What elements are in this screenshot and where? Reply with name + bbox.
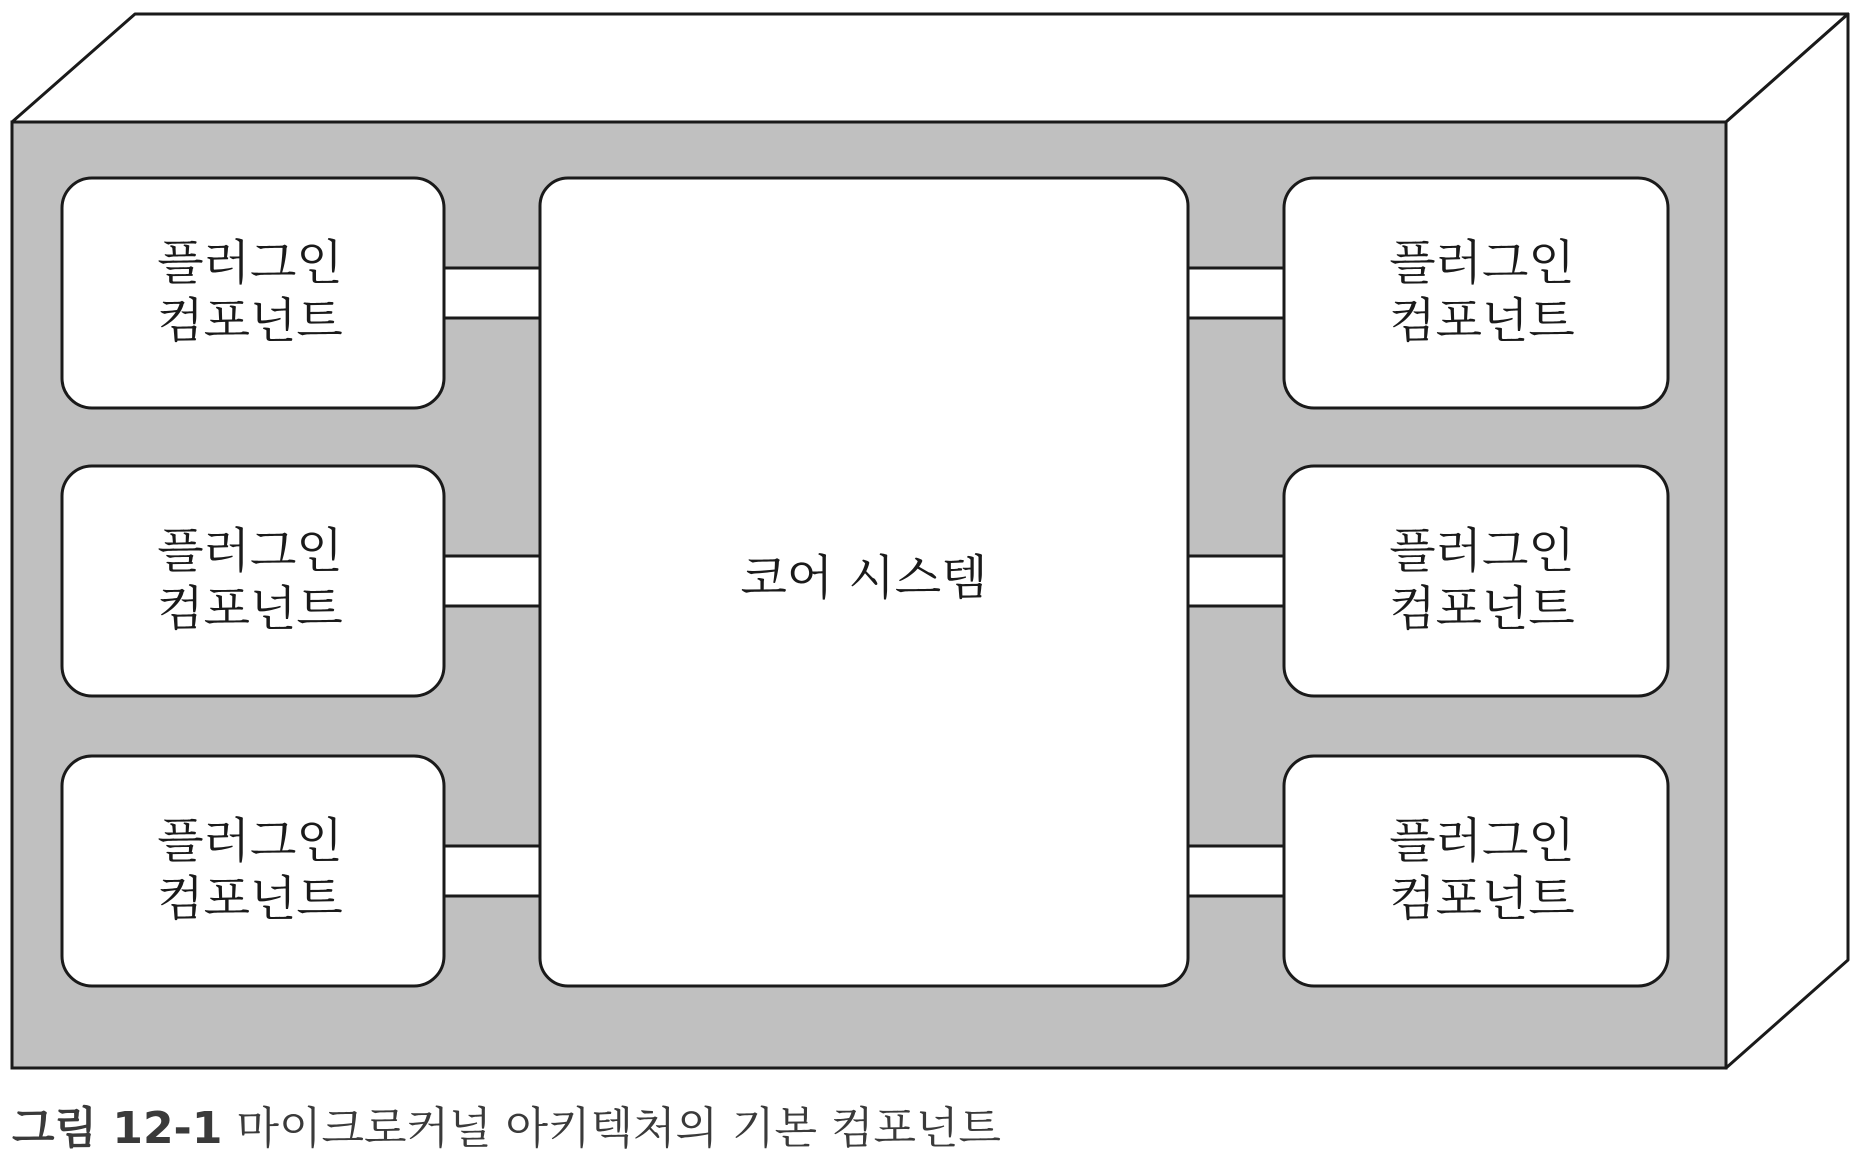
connector-left-3 <box>444 846 540 896</box>
enclosure-top-face <box>12 14 1848 122</box>
plugin-component-left-2 <box>62 466 444 696</box>
figure-caption <box>12 1092 1001 1156</box>
plugin-label-line2: 컴포넌트 <box>1389 581 1575 637</box>
connector-left-1 <box>444 268 540 318</box>
plugin-label-line2: 컴포넌트 <box>157 581 343 637</box>
plugin-label-line1: 플러그인 <box>157 523 343 579</box>
plugin-component-left-3 <box>62 756 444 986</box>
connector-right-3 <box>1188 846 1284 896</box>
connector-right-1 <box>1188 268 1284 318</box>
plugin-component-right-2 <box>1284 466 1668 696</box>
plugin-label-line2: 컴포넌트 <box>157 293 343 349</box>
connector-right-2 <box>1188 556 1284 606</box>
plugin-label-line1: 플러그인 <box>1389 813 1575 869</box>
core-system-label: 코어 시스템 <box>740 550 988 606</box>
plugin-label-line1: 플러그인 <box>157 235 343 291</box>
plugin-component-left-1 <box>62 178 444 408</box>
plugin-label-line2: 컴포넌트 <box>1389 293 1575 349</box>
plugin-label-line1: 플러그인 <box>157 813 343 869</box>
plugin-label-line1: 플러그인 <box>1389 235 1575 291</box>
plugin-label-line1: 플러그인 <box>1389 523 1575 579</box>
figure-caption-text: 마이크로커널 아키텍처의 기본 컴포넌트 <box>236 1103 1001 1154</box>
enclosure-side-face <box>1726 14 1848 1068</box>
figure-caption-label: 그림 12-1 <box>12 1103 223 1154</box>
plugin-component-right-1 <box>1284 178 1668 408</box>
connector-left-2 <box>444 556 540 606</box>
plugin-label-line2: 컴포넌트 <box>1389 871 1575 927</box>
plugin-label-line2: 컴포넌트 <box>157 871 343 927</box>
plugin-component-right-3 <box>1284 756 1668 986</box>
